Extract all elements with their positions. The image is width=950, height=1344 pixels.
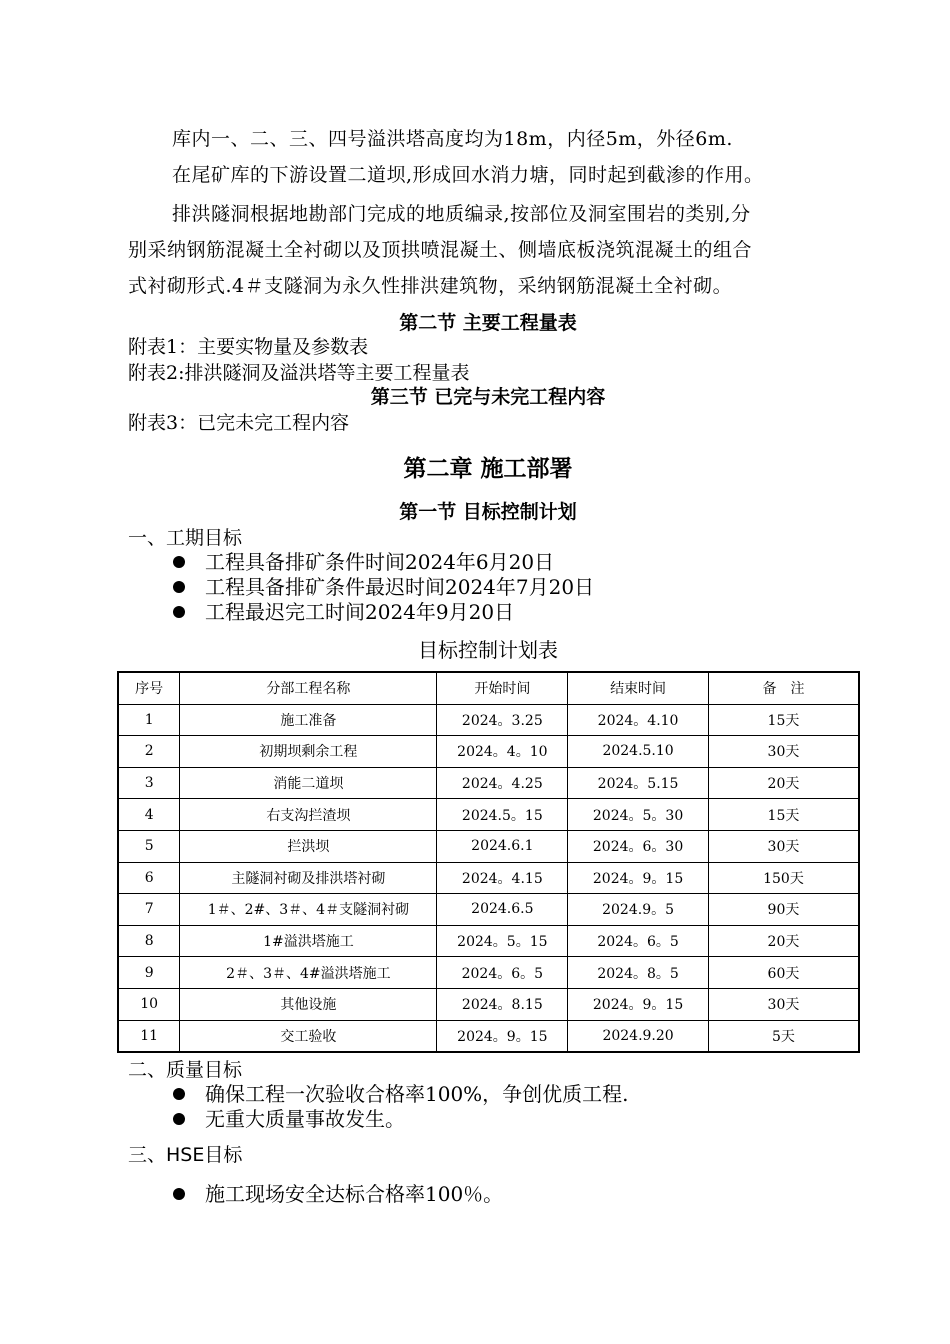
table-cell: 5 (118, 830, 180, 862)
intro-line-5: 式衬砌形式.4＃支隧洞为永久性排洪建筑物，采纳钢筋混凝土全衬砌。 (128, 275, 733, 297)
table-cell: 施工准备 (180, 704, 437, 736)
intro-line-1: 库内一、二、三、四号溢洪塔高度均为18m，内径5m，外径6m. (172, 128, 733, 150)
table-row (118, 767, 859, 799)
table-cell: 2024.5。15 (437, 799, 568, 831)
attachment-2: 附表2:排洪隧洞及溢洪塔等主要工程量表 (128, 362, 470, 384)
table-cell: 拦洪坝 (180, 830, 437, 862)
table-cell: 2024。8。5 (568, 957, 709, 989)
table-cell: 消能二道坝 (180, 767, 437, 799)
table-cell: 60天 (708, 957, 859, 989)
table-cell: 交工验收 (180, 1020, 437, 1052)
section-3-title: 第三节 已完与未完工程内容 (370, 386, 606, 408)
table-cell: 20天 (708, 767, 859, 799)
table-cell: 2024。9。15 (437, 1020, 568, 1052)
table-cell: 2＃、3＃、4#溢洪塔施工 (180, 957, 437, 989)
table-cell: 初期坝剩余工程 (180, 736, 437, 768)
header-cell: 备 注 (708, 672, 859, 704)
table-cell: 2024.6.5 (437, 894, 568, 926)
table-cell: 3 (118, 767, 180, 799)
table-cell: 2024。3.25 (437, 704, 568, 736)
table-cell: 其他设施 (180, 988, 437, 1020)
attachment-1: 附表1：主要实物量及参数表 (128, 336, 369, 358)
table-row (118, 894, 859, 926)
table-cell: 2024。6。5 (568, 925, 709, 957)
table-row (118, 1020, 859, 1052)
hse-bullet-text: 施工现场安全达标合格率100％。 (205, 1182, 504, 1206)
table-cell: 2 (118, 736, 180, 768)
table-cell: 右支沟拦渣坝 (180, 799, 437, 831)
table-cell: 30天 (708, 736, 859, 768)
schedule-bullet-text: 工程最迟完工时间2024年9月20日 (205, 600, 515, 624)
quality-bullet-text: 无重大质量事故发生。 (205, 1107, 405, 1131)
table-cell: 30天 (708, 988, 859, 1020)
table-row (118, 830, 859, 862)
header-cell: 开始时间 (437, 672, 568, 704)
table-cell: 30天 (708, 830, 859, 862)
table-row (118, 736, 859, 768)
section-2-title: 第二节 主要工程量表 (399, 312, 577, 334)
bullet-dot-icon (173, 1088, 185, 1100)
table-cell: 11 (118, 1020, 180, 1052)
intro-line-2: 在尾矿库的下游设置二道坝,形成回水消力塘，同时起到截渗的作用。 (172, 164, 764, 186)
bullet-dot-icon (173, 556, 185, 568)
header-cell: 分部工程名称 (180, 672, 437, 704)
table-cell: 2024.9.20 (568, 1020, 709, 1052)
table-cell: 2024。5.15 (568, 767, 709, 799)
chapter-2-section-1-title: 第一节 目标控制计划 (399, 501, 577, 523)
schedule-bullet-text: 工程具备排矿条件最迟时间2024年7月20日 (205, 575, 595, 599)
intro-line-3: 排洪隧洞根据地勘部门完成的地质编录,按部位及洞室围岩的类别,分 (172, 203, 751, 225)
table-cell: 2024。5。30 (568, 799, 709, 831)
table-cell: 1#溢洪塔施工 (180, 925, 437, 957)
hse-bullet (173, 1178, 503, 1207)
table-cell: 10 (118, 988, 180, 1020)
table-row (118, 988, 859, 1020)
table-cell: 90天 (708, 894, 859, 926)
table-cell: 8 (118, 925, 180, 957)
bullet-dot-icon (173, 606, 185, 618)
table-cell: 2024。5。15 (437, 925, 568, 957)
table-cell: 15天 (708, 799, 859, 831)
attachment-3: 附表3：已完未完工程内容 (128, 412, 350, 434)
table-cell: 6 (118, 862, 180, 894)
quality-heading: 二、质量目标 (128, 1059, 243, 1081)
bullet-dot-icon (173, 581, 185, 593)
intro-line-4: 别采纳钢筋混凝土全衬砌以及顶拱喷混凝土、侧墙底板浇筑混凝土的组合 (128, 239, 753, 261)
table-cell: 2024.5.10 (568, 736, 709, 768)
table-cell: 20天 (708, 925, 859, 957)
schedule-bullet (173, 596, 514, 625)
table-cell: 9 (118, 957, 180, 989)
table-cell: 15天 (708, 704, 859, 736)
table-cell: 5天 (708, 1020, 859, 1052)
table-row (118, 799, 859, 831)
table-cell: 2024。4.25 (437, 767, 568, 799)
table-cell: 主隧洞衬砌及排洪塔衬砌 (180, 862, 437, 894)
schedule-heading: 一、工期目标 (128, 527, 243, 549)
bullet-dot-icon (173, 1113, 185, 1125)
table-cell: 7 (118, 894, 180, 926)
hse-heading: 三、HSE目标 (128, 1144, 243, 1166)
table-cell: 2024。9。15 (568, 988, 709, 1020)
table-cell: 2024.6.1 (437, 830, 568, 862)
table-caption: 目标控制计划表 (418, 638, 558, 662)
table-row (118, 862, 859, 894)
table-cell: 4 (118, 799, 180, 831)
header-cell: 序号 (118, 672, 180, 704)
quality-bullet (173, 1103, 405, 1132)
table-cell: 2024。4.15 (437, 862, 568, 894)
table-cell: 150天 (708, 862, 859, 894)
table-cell: 2024。8.15 (437, 988, 568, 1020)
table-cell: 2024.9。5 (568, 894, 709, 926)
table-row (118, 957, 859, 989)
table-cell: 2024。4.10 (568, 704, 709, 736)
table-row (118, 704, 859, 736)
table-row (118, 925, 859, 957)
target-control-plan-table (117, 671, 860, 1053)
header-cell: 结束时间 (568, 672, 709, 704)
table-header-row (118, 672, 859, 704)
table-cell: 1＃、2#、3＃、4＃支隧洞衬砌 (180, 894, 437, 926)
table-cell: 2024。9。15 (568, 862, 709, 894)
table-cell: 2024。4。10 (437, 736, 568, 768)
bullet-dot-icon (173, 1188, 185, 1200)
table-cell: 2024。6。5 (437, 957, 568, 989)
quality-bullet-text: 确保工程一次验收合格率100%，争创优质工程. (205, 1082, 629, 1106)
schedule-bullet-text: 工程具备排矿条件时间2024年6月20日 (205, 550, 555, 574)
table-cell: 2024。6。30 (568, 830, 709, 862)
chapter-2-title: 第二章 施工部署 (403, 456, 573, 482)
table-cell: 1 (118, 704, 180, 736)
